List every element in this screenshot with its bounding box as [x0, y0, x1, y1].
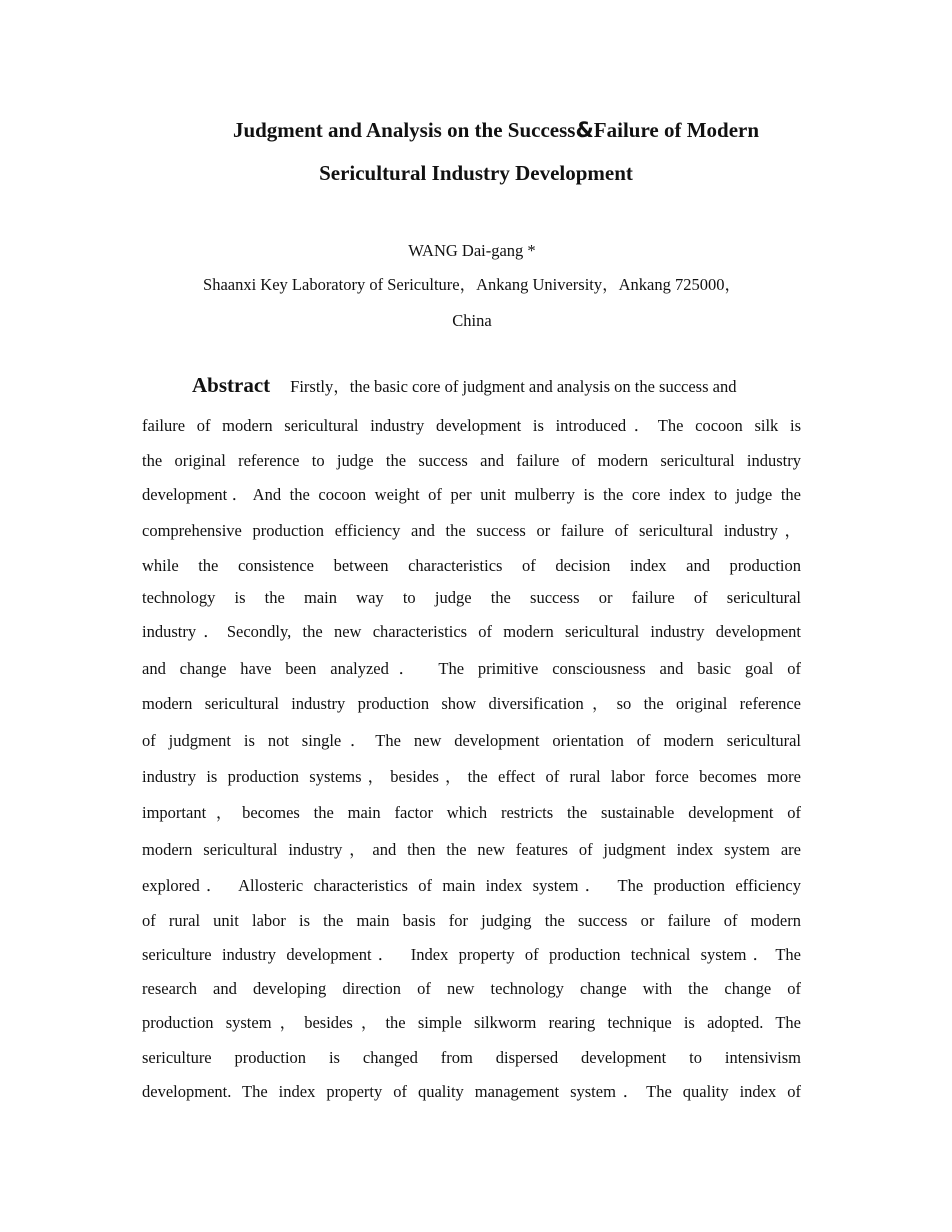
abstract-line: production system，besides，the simple silkworm rearing technique is adopted. The	[142, 1013, 801, 1032]
abstract-line: explored． Allosteric characteristics of main index system． The production efficiency	[142, 876, 801, 895]
abstract-first-line	[192, 375, 801, 397]
title-text-part-1: Judgment and Analysis on the Success	[232, 118, 576, 142]
abstract-line: and change have been analyzed． The primitive consciousness and basic goal of	[142, 659, 801, 678]
abstract-line: sericulture industry development． Index property of production technical system．The	[142, 945, 801, 964]
title-ampersand: &	[575, 118, 594, 142]
abstract-line: development．And the cocoon weight of per unit mulberry is the core index to judge the	[142, 485, 801, 504]
abstract-line: research and developing direction of new technology change with the change of	[142, 979, 801, 998]
abstract-line: development. The index property of quality management system．The quality index of	[142, 1082, 801, 1101]
abstract-line: while the consistence between characteristics of decision index and production	[142, 556, 801, 575]
author-country: China	[452, 311, 492, 330]
abstract-line: industry．Secondly, the new characteristics of modern sericultural industry development	[142, 622, 801, 641]
abstract-line: comprehensive production efficiency and the success or failure of sericultural industry，	[142, 521, 801, 540]
abstract-line: of rural unit labor is the main basis for judging the success or failure of modern	[142, 911, 801, 930]
abstract-line: modern sericultural industry，and then the new features of judgment index system are	[142, 840, 801, 859]
abstract-label: Abstract	[192, 373, 271, 397]
abstract-line: industry is production systems，besides，the effect of rural labor force becomes more	[142, 767, 801, 786]
abstract-line: sericulture production is changed from dispersed development to intensivism	[142, 1048, 801, 1067]
abstract-line: modern sericultural industry production show diversification，so the original reference	[142, 694, 801, 713]
title-text-part-2: Failure of Modern	[593, 118, 760, 142]
abstract-line: important，becomes the main factor which restricts the sustainable development of	[142, 803, 801, 822]
abstract-first-line-text: Firstly，the basic core of judgment and analysis on the success and	[290, 377, 737, 396]
paper-title-line-1	[20, 118, 952, 142]
abstract-line: failure of modern sericultural industry development is introduced．The cocoon silk is	[142, 416, 801, 435]
abstract-line: technology is the main way to judge the success or failure of sericultural	[142, 588, 801, 607]
author-name: WANG Dai-gang *	[408, 241, 536, 260]
author-affiliation: Shaanxi Key Laboratory of Sericulture，Ankang University，Ankang 725000，	[203, 275, 741, 294]
paper-title-line-2: Sericultural Industry Development	[319, 161, 633, 185]
abstract-line: of judgment is not single．The new development orientation of modern sericultural	[142, 731, 801, 750]
abstract-line: the original reference to judge the success and failure of modern sericultural industry	[142, 451, 801, 470]
